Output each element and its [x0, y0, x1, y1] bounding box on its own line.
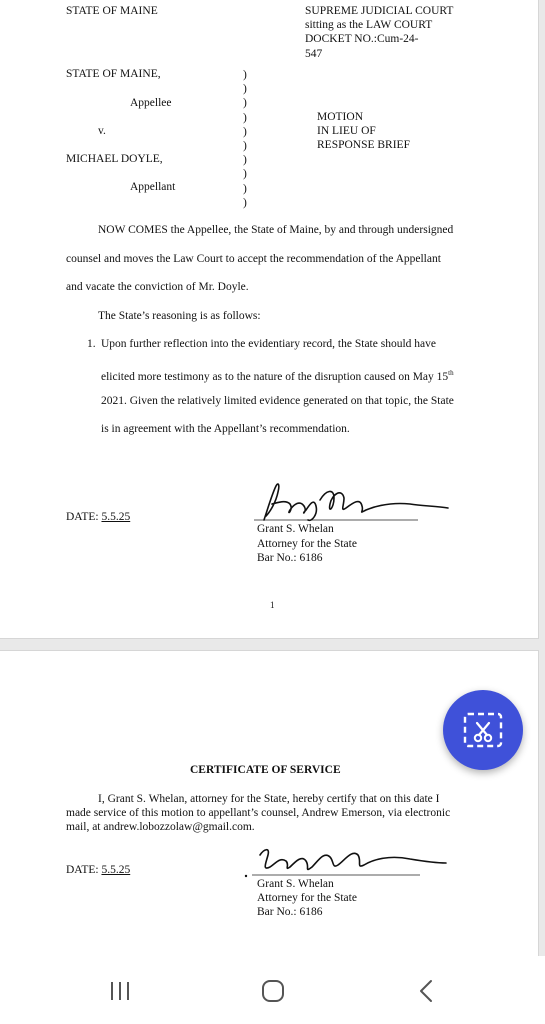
date-label: DATE: — [66, 864, 102, 876]
caption-parentheses — [243, 68, 247, 210]
paren: ) — [243, 97, 247, 110]
party-appellant-name: MICHAEL DOYLE, — [66, 153, 163, 165]
certificate-line: made service of this motion to appellant’s counsel, Andrew Emerson, via electronic — [66, 807, 451, 819]
certificate-signer-name: Grant S. Whelan — [257, 878, 334, 890]
list-item-number: 1. — [87, 338, 96, 350]
list-item-line: Upon further reflection into the evidentiary record, the State should have — [101, 338, 436, 350]
certificate-bar-number: Bar No.: 6186 — [257, 906, 323, 918]
party-appellee-role: Appellee — [130, 97, 172, 109]
date-label: DATE: — [66, 511, 102, 523]
paren: ) — [243, 154, 247, 167]
paren: ) — [243, 111, 247, 124]
reasoning-intro: The State’s reasoning is as follows: — [98, 310, 261, 322]
list-item-line: is in agreement with the Appellant’s recommendation. — [101, 423, 350, 435]
back-icon — [412, 976, 442, 1006]
paren: ) — [243, 168, 247, 181]
system-navigation-bar — [0, 956, 545, 1024]
header-state: STATE OF MAINE — [66, 5, 158, 17]
ordinal-suffix: th — [448, 369, 454, 377]
date-value: 5.5.25 — [101, 511, 131, 523]
motion-title-line: IN LIEU OF — [317, 125, 376, 137]
certificate-date-line — [66, 863, 130, 877]
paren: ) — [243, 125, 247, 138]
paren: ) — [243, 182, 247, 195]
date-value: 5.5.25 — [101, 864, 131, 876]
home-icon — [258, 976, 288, 1006]
body-paragraph-line: NOW COMES the Appellee, the State of Maine, by and through undersigned — [98, 224, 454, 236]
court-line: SUPREME JUDICIAL COURT — [305, 5, 454, 17]
body-paragraph-line: counsel and moves the Law Court to accept the recommendation of the Appellant — [66, 253, 441, 265]
back-button[interactable] — [412, 976, 442, 1006]
paren: ) — [243, 140, 247, 153]
party-appellant-role: Appellant — [130, 181, 176, 193]
versus-label: v. — [98, 125, 106, 137]
certificate-line: mail, at andrew.lobozzolaw@gmail.com. — [66, 821, 255, 833]
recent-apps-button[interactable] — [106, 976, 136, 1006]
motion-title-line: RESPONSE BRIEF — [317, 139, 410, 151]
signer-bar-number: Bar No.: 6186 — [257, 552, 323, 564]
date-line — [66, 510, 130, 524]
paren: ) — [243, 196, 247, 209]
handwritten-signature — [240, 841, 450, 881]
recent-apps-icon — [106, 976, 136, 1006]
body-paragraph-line: and vacate the conviction of Mr. Doyle. — [66, 281, 249, 293]
paren: ) — [243, 69, 247, 81]
court-line: DOCKET NO.:Cum-24- — [305, 33, 419, 46]
list-item-line: 2021. Given the relatively limited evidence generated on that topic, the State — [101, 395, 454, 407]
court-caption — [305, 4, 453, 61]
page-number: 1 — [270, 600, 275, 610]
screenshot-crop-button[interactable] — [443, 690, 523, 770]
list-item-line-text: elicited more testimony as to the nature of the disruption caused on May 15 — [101, 370, 449, 383]
signer-name: Grant S. Whelan — [257, 523, 334, 535]
motion-title-line: MOTION — [317, 111, 363, 123]
certificate-signer-title: Attorney for the State — [257, 892, 357, 904]
certificate-line: I, Grant S. Whelan, attorney for the State, hereby certify that on this date I — [98, 793, 440, 805]
screenshot-scissors-icon — [443, 690, 523, 770]
paren: ) — [243, 83, 247, 96]
handwritten-signature — [250, 480, 455, 525]
signer-title: Attorney for the State — [257, 538, 357, 550]
court-line: 547 — [305, 47, 323, 60]
court-line: sitting as the LAW COURT — [305, 19, 433, 32]
certificate-title: CERTIFICATE OF SERVICE — [190, 764, 341, 776]
list-item-line — [101, 366, 454, 384]
home-button[interactable] — [258, 976, 288, 1006]
party-appellee-name: STATE OF MAINE, — [66, 68, 161, 80]
